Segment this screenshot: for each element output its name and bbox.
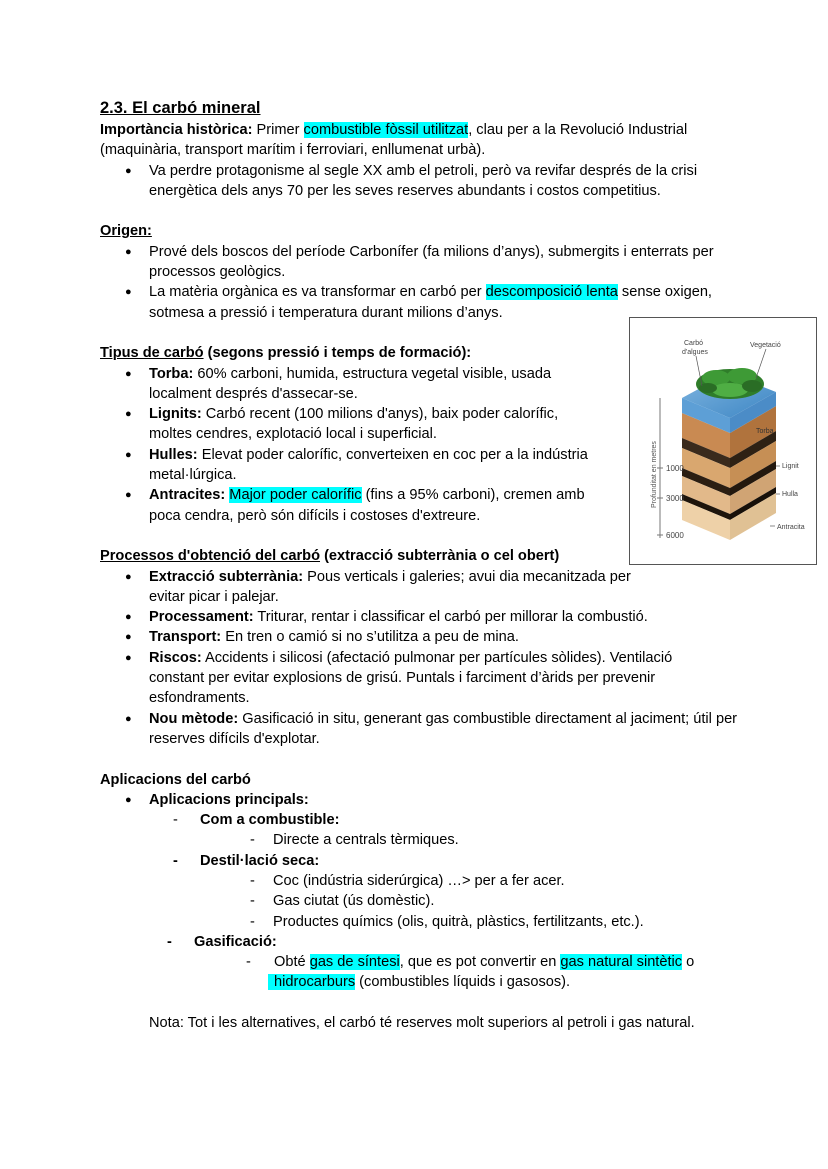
label-vegetacio: Vegetació	[750, 342, 781, 349]
riscos-text: Accidents i silicosi (afectació pulmonar per partícules sòlides). Ventilació constant per evitar explosions de grisú. Puntals i farciment d’àrids per prevenir esfondraments.	[149, 649, 673, 707]
list-item	[244, 952, 740, 993]
gasif-text-4: (combustibles líquids i gasosos).	[355, 974, 571, 991]
torba-label: Torba:	[149, 365, 194, 382]
list-item	[100, 485, 600, 526]
importancia-label: Importància històrica:	[100, 122, 253, 138]
document-body	[100, 98, 740, 1033]
torba-text: 60% carboni, humida, estructura vegetal visible, usada localment després d'assecar-se.	[149, 365, 552, 402]
depth-axis-label: Profunditat en metres	[651, 441, 658, 508]
list-item: - Gas ciutat (ús domèstic).	[248, 891, 740, 911]
extraccio-label: Extracció subterrània:	[149, 568, 304, 585]
list-item	[100, 607, 740, 627]
combustible-list	[200, 830, 740, 850]
highlight-gas-natural: gas natural sintètic	[560, 954, 683, 971]
label-antracita: Antracita	[777, 524, 805, 531]
list-item	[100, 648, 701, 709]
vegetation	[696, 368, 764, 399]
aplicacions-heading: Aplicacions del carbó	[100, 771, 251, 788]
list-item	[167, 932, 740, 993]
processament-text: Triturar, rentar i classificar el carbó per millorar la combustió.	[253, 609, 648, 626]
tick-1000: 1000	[666, 464, 684, 473]
gasif-text-1: Obté	[274, 954, 310, 971]
tipus-list	[100, 364, 600, 526]
highlight-hidrocarburs: hidrocarburs	[268, 974, 355, 990]
tick-3000: 3000	[666, 494, 684, 503]
note: Nota: Tot i les alternatives, el carbó té reserves molt superiors al petroli i gas natural.	[149, 1015, 695, 1032]
aplicacions-sublist	[100, 810, 740, 993]
importancia-paragraph	[100, 120, 740, 161]
gasif-text-3: o	[682, 954, 695, 971]
list-item: - Productes químics (olis, quitrà, plàstics, fertilitzants, etc.).	[248, 912, 740, 932]
origen-text-2: sense oxigen, sotmesa a pressió i temperatura durant milions d’anys.	[149, 284, 712, 321]
aplicacions-list	[100, 790, 740, 810]
tick-6000: 6000	[666, 531, 684, 540]
list-item: ● Prové dels boscos del període Carbonífer (fa milions d’anys), submergits i enterrats per processos geològics.	[100, 242, 740, 283]
processos-list	[100, 567, 740, 750]
origen-list	[100, 242, 740, 323]
antracites-text: (fins a 95% carboni), cremen amb poca cendra, però són difícils i costoses d'extreure.	[149, 487, 585, 524]
list-item	[100, 404, 600, 445]
lignits-text: Carbó recent (100 milions d'anys), baix poder calorífic, moltes cendres, explotació local i superficial.	[149, 406, 559, 443]
list-item: ● Aplicacions principals:	[100, 790, 740, 810]
origen-text-1: La matèria orgànica es va transformar en carbó per	[149, 284, 486, 301]
list-item	[100, 627, 740, 647]
list-item	[100, 709, 740, 750]
list-item: ● Va perdre protagonisme al segle XX amb el petroli, però va revifar després de la crisi energètica dels anys 70 per les seves reserves abundants i costos competitius.	[100, 161, 740, 202]
processos-heading-rest: (extracció subterrània o cel obert)	[320, 548, 560, 565]
gasificacio-label: Gasificació:	[194, 933, 277, 950]
lignits-label: Lignits:	[149, 406, 202, 423]
list-item: - Coc (indústria siderúrgica) …> per a fer acer.	[248, 871, 740, 891]
leader-vegetacio	[756, 349, 766, 378]
list-item	[100, 445, 600, 486]
gasificacio-list	[194, 952, 740, 993]
nou-metode-text: Gasificació in situ, generant gas combustible directament al jaciment; útil per reserves difícils d'explotar.	[149, 710, 738, 747]
section-title: 2.3. El carbó mineral	[100, 99, 261, 117]
extraccio-text: Pous verticals i galeries; avui dia mecanitzada per evitar picar i palejar.	[149, 568, 631, 605]
antracites-label: Antracites:	[149, 487, 226, 504]
coal-layers-diagram	[630, 318, 816, 564]
gasif-text-2: , que es pot convertir en	[399, 954, 561, 971]
tipus-heading-text: Tipus de carbó	[100, 345, 204, 362]
highlight-gas-sintesi: gas de síntesi	[309, 954, 400, 971]
processament-label: Processament:	[149, 609, 254, 626]
importancia-text-1: Primer	[252, 122, 304, 138]
label-hulla: Hulla	[782, 491, 798, 498]
origen-heading: Origen:	[100, 223, 152, 240]
destillacio-list	[200, 871, 740, 932]
hulles-text: Elevat poder calorífic, converteixen en coc per a la indústria metal·lúrgica.	[149, 446, 588, 484]
coal-formation-figure	[629, 317, 817, 565]
transport-text: En tren o camió si no s’utilitza a peu de mina.	[221, 629, 519, 646]
label-carbo-algues-1: Carbó	[684, 340, 704, 347]
list-item	[173, 810, 740, 851]
label-torba: Torba	[756, 428, 774, 435]
hulles-label: Hulles:	[149, 446, 198, 463]
list-item	[100, 567, 649, 608]
destillacio-label: Destil·lació seca:	[200, 852, 320, 869]
highlight-descomposicio: descomposició lenta	[485, 284, 618, 301]
list-item: - Directe a centrals tèrmiques.	[248, 830, 740, 850]
transport-label: Transport:	[149, 629, 222, 646]
list-item	[173, 851, 740, 932]
highlight-combustible: combustible fòssil utilitzat	[303, 122, 469, 138]
list-item	[100, 364, 600, 405]
label-carbo-algues-2: d'algues	[682, 349, 708, 356]
tipus-heading-rest: (segons pressió i temps de formació):	[203, 345, 472, 362]
highlight-poder-calorific: Major poder calorífic	[229, 487, 362, 504]
combustible-label: Com a combustible:	[200, 812, 340, 829]
processos-heading-text: Processos d'obtenció del carbó	[100, 548, 321, 565]
riscos-label: Riscos:	[149, 649, 202, 666]
importancia-text-2: , clau per a la Revolució Industrial (maquinària, transport marítim i ferroviari, enllumenat urbà).	[100, 122, 688, 159]
importancia-list	[100, 161, 740, 202]
label-lignit: Lignit	[782, 463, 799, 470]
nou-metode-label: Nou mètode:	[149, 710, 239, 727]
